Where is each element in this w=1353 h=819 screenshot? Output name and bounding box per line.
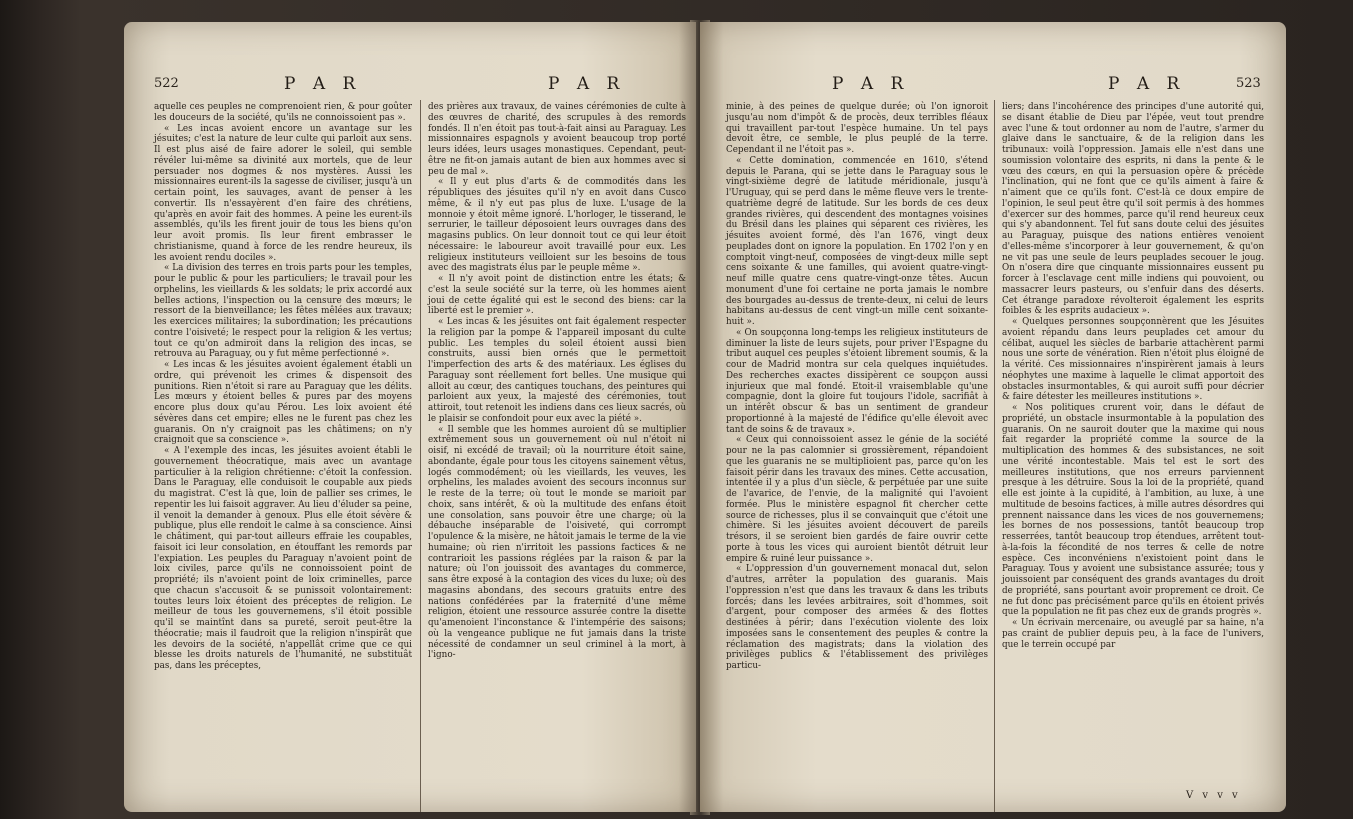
left-page (124, 22, 696, 812)
paragraph: minie, à des peines de quelque durée; où l'on ignoroit jusqu'au nom d'impôt & de procès, deux terribles fléaux qui travaillent par-tout l'espèce humaine. Un tel pays devoit être, ce semble, le plus peuplé de la terre. Cependant il ne l'étoit pas ». (726, 102, 988, 155)
column-rule (420, 100, 421, 812)
paragraph: aquelle ces peuples ne comprenoient rien, & pour goûter les douceurs de la société, qu'ils ne connoissoient pas ». (154, 102, 412, 123)
paragraph: « La division des terres en trois parts pour les temples, pour le public & pour les particuliers; le travail pour les orphelins, les vieillards & les soldats; le prix accordé aux belles actions, l'inspection ou la censure des mœurs; le ressort de la bienveillance; les fêtes mêlées aux travaux; les exercices militaires; la subordination; les précautions contre l'oisiveté; le respect pour la religion & les vertus; tout ce qu'on admiroit dans la religion des incas, se retrouva au Paraguay, ou y fut même perfectionné ». (154, 263, 412, 360)
paragraph: « Ceux qui connoissoient assez le génie de la société pour ne la pas calomnier si grossièrement, répandoient que les guaranis ne se multiplioient pas, parce qu'on les faisoit périr dans les travaux des mines. Cette accusation, intentée il y a plus d'un siècle, & perpétuée par une suite de l'avarice, de l'envie, de la malignité qui l'avoient formée. Plus le ministère espagnol fit chercher cette source de richesses, plus il se convainquit que c'étoit une chimère. Si les jésuites avoient découvert de pareils trésors, il se seroient bien gardés de faire ouvrir cette porte à tous les vices qui auroient bientôt détruit leur empire & ruiné leur puissance ». (726, 435, 988, 564)
paragraph: « Il y eut plus d'arts & de commodités dans les républiques des jésuites qu'il n'y en avoit dans Cusco même, & il n'y eut pas plus de luxe. L'usage de la monnoie y étoit même ignoré. L'horloger, le tisserand, le serrurier, le tailleur déposoient leurs ouvrages dans des magasins publics. On leur donnoit tout ce qui leur étoit nécessaire: le laboureur avoit travaillé pour eux. Les religieux instituteurs veilloient sur les besoins de tous avec des magistrats élus par le peuple même ». (428, 177, 686, 274)
paragraph: « Les incas & les jésuites avoient également établi un ordre, qui prévenoit les crimes & dispensoit des punitions. Rien n'étoit si rare au Paraguay que les délits. Les mœurs y étoient belles & pures par des moyens encore plus doux qu'au Pérou. Les loix avoient été sévères dans cet empire; elles ne le furent pas chez les guaranis. On n'y craignoit pas les châtimens; on n'y craignoit que sa conscience ». (154, 360, 412, 446)
paragraph: « Un écrivain mercenaire, ou aveuglé par sa haine, n'a pas craint de publier depuis peu, à la face de l'univers, que le terrein occupé par (1002, 618, 1264, 650)
right-page (700, 22, 1286, 812)
paragraph: des prières aux travaux, de vaines cérémonies de culte à des œuvres de charité, des scrupules à des remords fondés. Il n'en étoit pas tout-à-fait ainsi au Paraguay. Les missionnaires espagnols y avoient beaucoup trop porté leurs idées, leurs usages monastiques. Cependant, peut-être ne fit-on jamais autant de bien aux hommes avec si peu de mal ». (428, 102, 686, 177)
text-column-2 (428, 102, 686, 661)
page-number: 523 (1236, 76, 1261, 91)
paragraph: « A l'exemple des incas, les jésuites avoient établi le gouvernement théocratique, mais avec un avantage particulier à la religion chrétienne: c'étoit la confession. Dans le Paraguay, elle conduisoit le coupable aux pieds du magistrat. C'est là que, loin de pallier ses crimes, le repentir les lui faisoit aggraver. Au lieu d'éluder sa peine, il venoit la demander à genoux. Plus elle étoit sévère & publique, plus elle rendoit le calme à sa conscience. Ainsi le châtiment, qui par-tout ailleurs effraie les coupables, faisoit ici leur consolation, en étouffant les remords par l'expiation. Les peuples du Paraguay n'avoient point de loix civiles, parce qu'ils ne connoissoient point de propriété; ils n'avoient point de loix criminelles, parce que chacun s'accusoit & se punissoit volontairement: toutes leurs loix étoient des préceptes de religion. Le meilleur de tous les gouvernemens, s'il étoit possible qu'il se maintînt dans sa pureté, seroit peut-être la théocratie; mais il faudroit que la religion n'inspirât que les devoirs de la société, n'appellât crime que ce qui blesse les droits naturels de l'humanité, ne substituât pas, dans les préceptes, (154, 446, 412, 671)
running-head: P A R (832, 74, 910, 94)
running-head: P A R (284, 74, 362, 94)
paragraph: « Cette domination, commencée en 1610, s'étend depuis le Parana, qui se jette dans le Paraguay sous le vingt-sixième degré de latitude méridionale, jusqu'à l'Uruguay, qui se perd dans le même fleuve vers le trente-quatrième degré de latitude. Sur les bords de ces deux grandes rivières, qui descendent des montagnes voisines du Brésil dans les plaines qui séparent ces rivières, les jésuites avoient formé, dès l'an 1676, vingt deux peuplades dont on ignore la population. En 1702 l'on y en comptoit vingt-neuf, composées de vingt-deux mille sept cens soixante & une familles, qui avoient quatre-vingt-neuf mille quatre cens quatre-vingt-onze têtes. Aucun monument d'une foi certaine ne porta jamais le nombre des bourgades au-dessus de trente-deux, ni celui de leurs habitans au-dessus de cent vingt-un mille cent soixante-huit ». (726, 155, 988, 327)
paragraph: « Nos politiques crurent voir, dans le défaut de propriété, un obstacle insurmontable à la population des guaranis. On ne sauroit douter que la maxime qui nous fait regarder la propriété comme la source de la multiplication des hommes & des subsistances, ne soit une vérité incontestable. Mais tel est le sort des meilleures institutions, que nos erreurs parviennent presque à les détruire. Sous la loi de la propriété, quand elle est jointe à la cupidité, à l'ambition, au luxe, à une multitude de besoins factices, à mille autres désordres qui prennent naissance dans les vices de nos gouvernemens; les bornes de nos possessions, tantôt beaucoup trop resserrées, tantôt beaucoup trop étendues, arrêtent tout-à-la-fois la fécondité de nos terres & celle de notre espèce. Ces inconvéniens n'existoient point dans le Paraguay. Tous y avoient une subsistance assurée; tous y jouissoient par conséquent des grands avantages du droit de propriété, sans pourtant avoir proprement ce droit. Ce ne fut donc pas précisément parce qu'ils en étoient privés que la population ne fit pas chez eux de grands progrès ». (1002, 403, 1264, 618)
paragraph: « L'oppression d'un gouvernement monacal dut, selon d'autres, arrêter la population des guaranis. Mais l'oppression n'est que dans les travaux & dans les tributs forcés; dans les levées arbitraires, soit d'hommes, soit d'argent, pour composer des armées & des flottes destinées à périr; dans l'exécution violente des loix imposées sans le consentement des peuples & contre la réclamation des magistrats; dans la violation des privilèges publics & l'établissement des privilèges particu- (726, 564, 988, 671)
paragraph: liers; dans l'incohérence des principes d'une autorité qui, se disant établie de Dieu par l'épée, veut tout prendre avec l'une & tout ordonner au nom de l'autre, s'armer du glaive dans le sanctuaire, & de la religion dans les tribunaux: voilà l'oppression. Jamais elle n'est dans une soumission volontaire des esprits, ni dans la pente & le vœu des cœurs, en qui la persuasion opère & précède l'inclination, qui ne font que ce qu'ils aiment à faire & n'aiment que ce qu'ils font. C'est-là ce doux empire de l'opinion, le seul peut être qu'il soit permis à des hommes d'exercer sur des hommes, parce qu'il rend heureux ceux qui s'y abandonnent. Tel fut sans doute celui des jésuites au Paraguay, puisque des nations entières venoient d'elles-même s'incorporer à leur gouvernement, & qu'on ne vit pas une seule de leurs peuplades secouer le joug. On n'osera dire que cinquante missionnaires eussent pu forcer à l'esclavage cent mille indiens qui pouvoient, ou massacrer leurs pasteurs, ou s'enfuir dans des déserts. Cet étrange paradoxe révolteroit également les esprits foibles & les esprits audacieux ». (1002, 102, 1264, 317)
running-head: P A R (548, 74, 626, 94)
column-rule (994, 100, 995, 812)
paragraph: « Il semble que les hommes auroient dû se multiplier extrêmement sous un gouvernement où nul n'étoit ni oisif, ni excédé de travail; où la nourriture étoit saine, abondante, égale pour tous les citoyens sainement vêtus, logés commodément; où les vieillards, les veuves, les orphelins, les malades avoient des secours inconnus sur le reste de la terre; où tout le monde se marioit par choix, sans intérêt, & où la multitude des enfans étoit une consolation, sans pouvoir être une charge; où la débauche inséparable de l'oisiveté, qui corrompt l'opulence & la misère, ne hâtoit jamais le terme de la vie humaine; où rien n'irritoit les passions factices & ne contrarioit les passions réglées par la raison & par la nature; où l'on jouissoit des avantages du commerce, sans être exposé à la contagion des vices du luxe; où des magasins abondans, des secours gratuits entre des nations confédérées par la fraternité d'une même religion, étoient une ressource assurée contre la disette qu'amenoient l'inconstance & l'intempérie des saisons; où la vengeance publique ne fut jamais dans la triste nécessité de condamner un seul criminel à la mort, à l'igno- (428, 424, 686, 661)
text-column-1 (154, 102, 412, 672)
paragraph: « Il n'y avoit point de distinction entre les états; & c'est la seule société sur la terre, où les hommes aient joui de cette égalité qui est le second des biens: car la liberté est le premier ». (428, 274, 686, 317)
paragraph: « Quelques personnes soupçonnèrent que les Jésuites avoient répandu dans leurs peuplades cet amour du célibat, auquel les siècles de barbarie attachèrent parmi nous une sorte de vénération. Rien n'étoit plus éloigné de la vérité. Ces missionnaires n'inspirèrent jamais à leurs néophytes une maxime à laquelle le climat apportoit des obstacles insurmontables, & qui auroit suffi pour décrier & faire détester les meilleures institutions ». (1002, 317, 1264, 403)
signature-mark: V v v v (1186, 790, 1241, 801)
paragraph: « Les incas & les jésuites ont fait également respecter la religion par la pompe & l'appareil imposant du culte public. Les temples du soleil étoient aussi bien construits, aussi bien ornés que le permettoit l'imperfection des arts & des matériaux. Les églises du Paraguay sont réellement fort belles. Une musique qui alloit au cœur, des cantiques touchans, des peintures qui parloient aux yeux, la majesté des cérémonies, tout attiroit, tout retenoit les indiens dans ces lieux sacrés, où le plaisir se confondoit pour eux avec la piété ». (428, 317, 686, 424)
page-number: 522 (154, 76, 179, 91)
text-column-1 (726, 102, 988, 672)
text-column-2 (1002, 102, 1264, 650)
paragraph: « Les incas avoient encore un avantage sur les jésuites; c'est la nature de leur culte qui parloit aux sens. Il est plus aisé de faire adorer le soleil, qui semble révéler lui-même sa divinité aux mortels, que de leur persuader nos dogmes & nos mystères. Aussi les missionnaires eurent-ils la sagesse de civiliser, jusqu'à un certain point, les sauvages, avant de penser à les convertir. Ils n'essayèrent d'en faire des chrétiens, qu'après en avoir fait des hommes. A peine les eurent-ils assemblés, qu'ils les firent jouir de tous les biens qu'on leur avoit promis. Ils leur firent embrasser le christianisme, quand à force de les rendre heureux, ils les avoient rendu dociles ». (154, 123, 412, 263)
running-head: P A R (1108, 74, 1186, 94)
paragraph: « On soupçonna long-temps les religieux instituteurs de diminuer la liste de leurs sujets, pour priver l'Espagne du tribut auquel ces peuples s'étoient librement soumis, & la cour de Madrid montra sur cela quelques inquiétudes. Des recherches exactes dissipèrent ce soupçon aussi injurieux que mal fondé. Etoit-il vraisemblable qu'une compagnie, dont la gloire fut toujours l'idole, sacrifiât à un intérêt obscur & bas un sentiment de grandeur proportionné à la majesté de l'édifice qu'elle élevoit avec tant de soins & de travaux ». (726, 327, 988, 435)
